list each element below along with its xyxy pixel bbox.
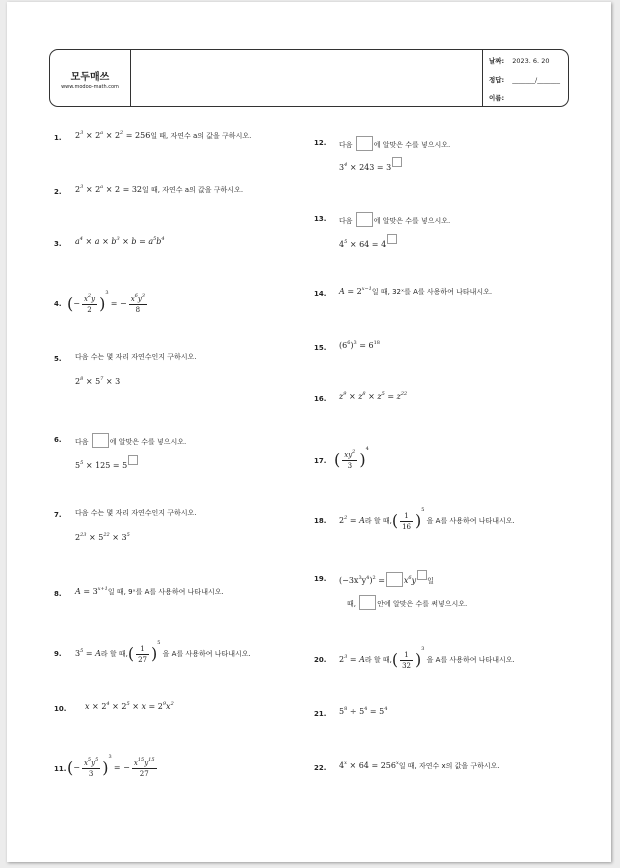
question-text: 을 A를 사용하여 나타내시오.: [426, 656, 515, 664]
question-number: 9.: [54, 650, 62, 658]
question-number: 22.: [314, 764, 327, 772]
question-number: 13.: [314, 215, 327, 223]
question-text: 에 알맞은 수를 넣으시오.: [109, 438, 187, 446]
question-20: $2^3 = A$라 할 때,( $\frac{1}{32}$ )$^3$ 을 A를 사용하여 나타내시오.: [339, 646, 515, 670]
site-url: www.modoo-math.com: [61, 84, 119, 90]
question-2: $2^3 \times 2^a \times 2 = 32$일 때, 자연수 a의 값을 구하시오.: [75, 184, 244, 194]
question-number: 4.: [54, 300, 62, 308]
worksheet-header: [49, 49, 569, 107]
question-12: [339, 136, 450, 151]
question-number: 19.: [314, 575, 327, 583]
question-text: 다음: [339, 141, 353, 149]
question-6: [75, 433, 186, 448]
logo: 모두매쓰: [70, 72, 110, 83]
question-text: 일 때, 자연수 a의 값을 구하시오.: [142, 186, 244, 194]
question-number: 21.: [314, 710, 327, 718]
date-label: 날짜:: [489, 57, 505, 65]
question-8: $A = 3^{x+1}$일 때, 9ˣ를 A를 사용하여 나타내시오.: [75, 586, 224, 596]
answer-box[interactable]: [92, 433, 109, 448]
question-text: 다음 수는 몇 자리 자연수인지 구하시오.: [75, 509, 197, 517]
answer-label: 정답:: [489, 76, 505, 84]
question-text: 일 때, 9ˣ를 A를 사용하여 나타내시오.: [107, 588, 224, 596]
question-22: $4^x \times 64 = 256^x$일 때, 자연수 x의 값을 구하시오.: [339, 760, 500, 770]
question-number: 14.: [314, 290, 327, 298]
question-text: 을 A를 사용하여 나타내시오.: [162, 650, 251, 658]
question-15: $(6^6)^3 = 6^{18}$: [339, 340, 380, 350]
question-text: 라 할 때,: [364, 517, 392, 525]
question-16: $z^9 \times z^8 \times z^5 = z^{22}$: [339, 391, 408, 401]
answer-box[interactable]: [128, 455, 138, 465]
logo-box: [50, 50, 131, 106]
answer-row: [489, 75, 560, 84]
question-number: 6.: [54, 436, 62, 444]
question-text: 다음: [339, 217, 353, 225]
answer-value: _______/_______: [512, 76, 560, 84]
question-3: $a^4 \times a \times b^3 \times b = a^5b^4$: [75, 236, 165, 246]
question-number: 20.: [314, 656, 327, 664]
question-number: 12.: [314, 139, 327, 147]
question-text: 일 때, 자연수 a의 값을 구하시오.: [150, 132, 252, 140]
question-1: $2^3 \times 2^a \times 2^2 = 256$일 때, 자연수 a의 값을 구하시오.: [75, 130, 252, 140]
question-17: ( $\frac{xy^2}{3}$ )$^4$: [334, 446, 369, 470]
worksheet-page: [7, 2, 611, 862]
question-9: $3^5 = A$라 할 때,( $\frac{1}{27}$ )$^5$ 을 A를 사용하여 나타내시오.: [75, 640, 251, 664]
question-text: 라 할 때,: [364, 656, 392, 664]
question-number: 18.: [314, 517, 327, 525]
question-19-line2: [347, 595, 467, 610]
answer-box[interactable]: [359, 595, 376, 610]
question-number: 16.: [314, 395, 327, 403]
question-number: 8.: [54, 590, 62, 598]
question-11: (− $\frac{x^5y^5}{3}$ )$^3$ = − $\frac{x^{15}y^{15}}{27}$: [67, 754, 155, 778]
question-13: [339, 212, 450, 227]
question-number: 7.: [54, 511, 62, 519]
question-text: 때,: [347, 600, 356, 608]
answer-box[interactable]: [417, 570, 427, 580]
question-10: $x \times 2^4 \times 2^5 \times x = 2^9x^2$: [85, 701, 174, 711]
question-6-expression: $5^5 \times 125 = 5$: [75, 455, 138, 471]
question-text: 라 할 때,: [100, 650, 128, 658]
question-text: 안에 알맞은 수를 써넣으시오.: [377, 600, 468, 608]
info-box: [482, 50, 569, 106]
question-19: $(-3x^3y^4)^2 = x^6y$ 일: [339, 570, 434, 587]
question-text: 에 알맞은 수를 넣으시오.: [373, 217, 451, 225]
answer-box[interactable]: [356, 136, 373, 151]
question-text: 다음: [75, 438, 89, 446]
answer-box[interactable]: [387, 234, 397, 244]
question-text: 일 때, 자연수 x의 값을 구하시오.: [398, 762, 500, 770]
question-text: 에 알맞은 수를 넣으시오.: [373, 141, 451, 149]
question-13-expression: $4^5 \times 64 = 4$: [339, 234, 397, 250]
question-text: 일: [427, 577, 434, 585]
question-number: 11.: [54, 765, 67, 773]
question-5-expression: $2^8 \times 5^7 \times 3$: [75, 376, 121, 386]
question-number: 3.: [54, 240, 62, 248]
question-number: 2.: [54, 188, 62, 196]
name-row: [489, 93, 504, 102]
question-12-expression: $3^4 \times 243 = 3$: [339, 157, 402, 173]
question-text: 일 때, 32ˣ를 A를 사용하여 나타내시오.: [371, 288, 493, 296]
answer-box[interactable]: [356, 212, 373, 227]
question-4: (− $\frac{x^2y}{2}$ )$^3$ = − $\frac{x^6y^3}{8}$: [67, 290, 145, 314]
date-row: [489, 56, 549, 65]
question-text: 다음 수는 몇 자리 자연수인지 구하시오.: [75, 353, 197, 361]
answer-box[interactable]: [386, 572, 403, 587]
question-7-expression: $2^{23} \times 5^{22} \times 3^5$: [75, 532, 130, 542]
question-18: $2^2 = A$라 할 때,( $\frac{1}{16}$ )$^5$ 을 A를 사용하여 나타내시오.: [339, 507, 515, 531]
question-21: $5^8 \div 5^4 = 5^4$: [339, 706, 388, 716]
question-number: 5.: [54, 355, 62, 363]
question-number: 1.: [54, 134, 62, 142]
question-number: 17.: [314, 457, 327, 465]
question-text: 을 A를 사용하여 나타내시오.: [426, 517, 515, 525]
question-number: 10.: [54, 705, 67, 713]
name-label: 이름:: [489, 94, 505, 102]
question-14: $A = 2^{x-1}$일 때, 32ˣ를 A를 사용하여 나타내시오.: [339, 286, 493, 296]
date-value: 2023. 6. 20: [512, 57, 550, 65]
answer-box[interactable]: [392, 157, 402, 167]
question-number: 15.: [314, 344, 327, 352]
